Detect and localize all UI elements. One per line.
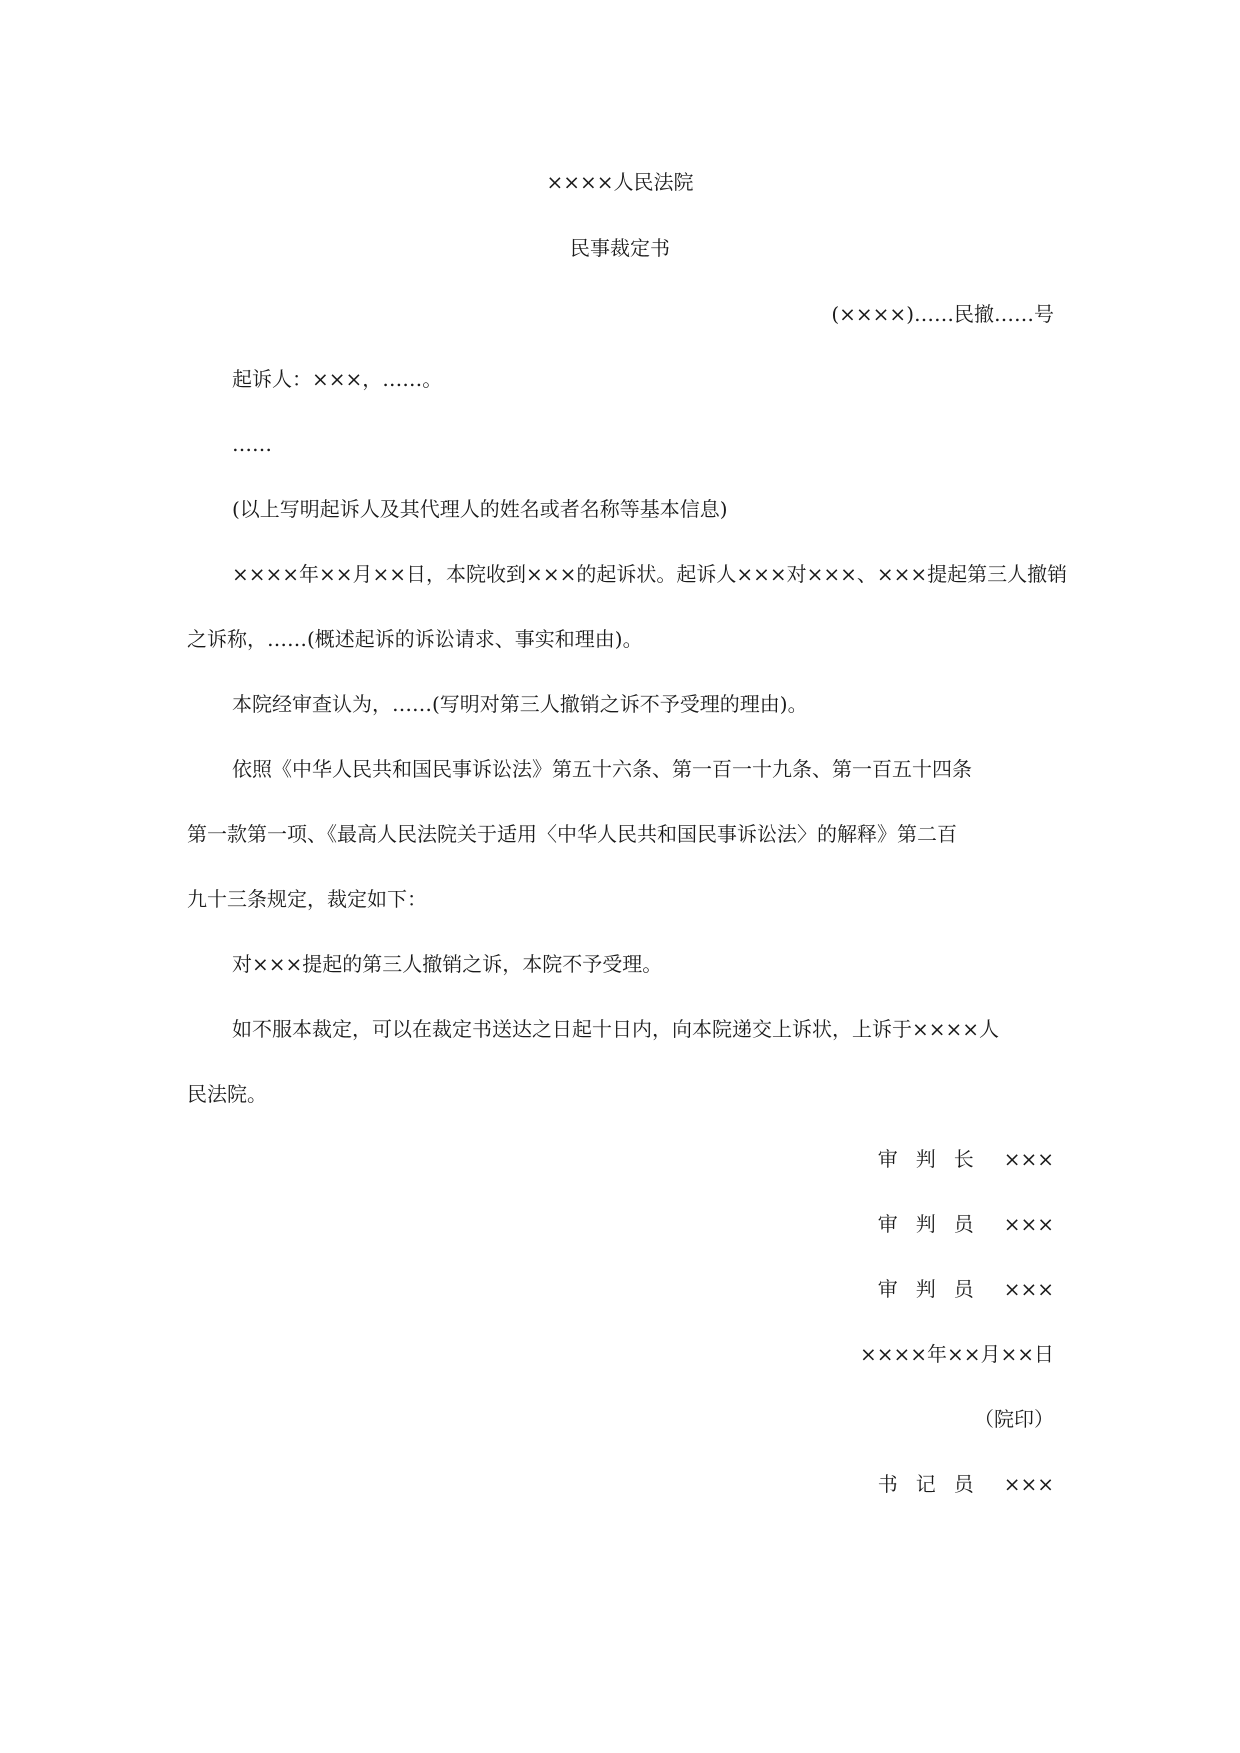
signature-role: 审判长 <box>877 1147 992 1171</box>
paragraph-1-line-2: 之诉称，……(概述起诉的诉讼请求、事实和理由)。 <box>187 627 643 651</box>
signature-name: ××× <box>1003 1147 1054 1171</box>
paragraph-3-line-1: 依照《中华人民共和国民事诉讼法》第五十六条、第一百一十九条、第一百五十四条 <box>232 757 972 781</box>
ellipsis-line: …… <box>232 432 272 456</box>
signature-clerk <box>878 1470 1054 1498</box>
paragraph-3-line-3: 九十三条规定，裁定如下： <box>187 887 427 911</box>
signature-judge-1 <box>878 1210 1054 1238</box>
signature-presiding-judge <box>878 1145 1054 1173</box>
document-title: 民事裁定书 <box>570 236 670 260</box>
court-seal: （院印） <box>974 1407 1054 1431</box>
plaintiff-line: 起诉人：×××，……。 <box>232 367 443 391</box>
signature-judge-2 <box>878 1275 1054 1303</box>
paragraph-1-line-1: ××××年××月××日，本院收到×××的起诉状。起诉人×××对×××、×××提起第三人撤销 <box>232 562 1068 586</box>
party-note: (以上写明起诉人及其代理人的姓名或者名称等基本信息) <box>232 497 728 521</box>
case-number: (××××)……民撤……号 <box>831 302 1054 326</box>
signature-role: 审判员 <box>877 1212 992 1236</box>
paragraph-3-line-2: 第一款第一项、《最高人民法院关于适用〈中华人民共和国民事诉讼法〉的解释》第二百 <box>187 822 957 846</box>
signature-date: ××××年××月××日 <box>859 1342 1054 1366</box>
paragraph-4: 对×××提起的第三人撤销之诉，本院不予受理。 <box>232 952 663 976</box>
signature-name: ××× <box>1003 1212 1054 1236</box>
signature-role: 书记员 <box>877 1472 992 1496</box>
court-name: ××××人民法院 <box>546 170 694 194</box>
signature-name: ××× <box>1003 1472 1054 1496</box>
signature-name: ××× <box>1003 1277 1054 1301</box>
signature-role: 审判员 <box>877 1277 992 1301</box>
paragraph-5-line-2: 民法院。 <box>187 1082 267 1106</box>
paragraph-5-line-1: 如不服本裁定，可以在裁定书送达之日起十日内，向本院递交上诉状，上诉于××××人 <box>232 1017 1000 1041</box>
paragraph-2: 本院经审查认为，……(写明对第三人撤销之诉不予受理的理由)。 <box>232 692 808 716</box>
